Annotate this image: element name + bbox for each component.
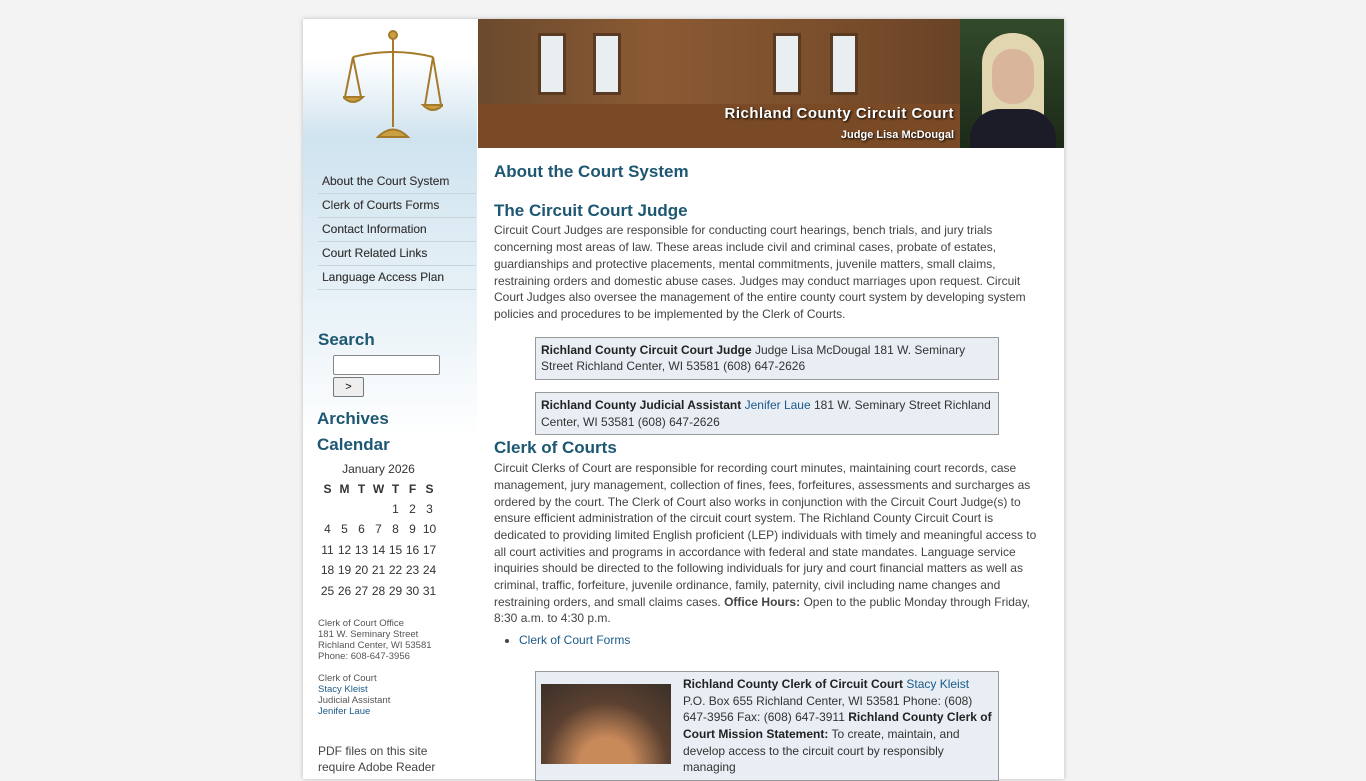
calendar-day: 11: [321, 542, 334, 557]
clerk-link[interactable]: Stacy Kleist: [906, 676, 970, 691]
box-text: Judge Lisa McDougal 181 W. Seminary Street Richland Center, WI 53581 (608) 647-2626: [541, 342, 966, 374]
judge-photo: [960, 19, 1064, 148]
calendar-day-header: S: [323, 482, 332, 496]
clerk-heading: Clerk of Courts: [494, 438, 617, 458]
calendar-day: 31: [422, 583, 437, 598]
calendar-week: [319, 560, 438, 581]
calendar-week: [319, 581, 438, 602]
calendar-day: 30: [405, 583, 420, 598]
clerk-photo: [541, 684, 671, 764]
calendar-day: 20: [354, 563, 369, 578]
calendar-day: 9: [409, 522, 416, 537]
calendar-day: [370, 499, 387, 520]
calendar-day: [353, 499, 370, 520]
hours-text: Open to the public Monday through Friday, 8:30 a.m. to 4:30 p.m.: [494, 594, 1031, 626]
calendar-day: 14: [371, 542, 386, 557]
pdf-note: PDF files on this site require Adobe Reader: [318, 744, 436, 774]
calendar-day: 28: [371, 583, 386, 598]
nav-clerk-forms[interactable]: Clerk of Courts Forms: [318, 194, 476, 218]
box-text: P.O. Box 655 Richland Center, WI 53581 Phone: (608) 647-3956 Fax: (608) 647-3911: [683, 693, 973, 725]
header-banner: [478, 19, 1064, 148]
search-submit-button[interactable]: >: [333, 377, 364, 397]
calendar-day: 16: [405, 542, 420, 557]
calendar-day: 6: [358, 522, 365, 537]
sidebar-nav: [318, 170, 476, 290]
calendar-week: [319, 499, 438, 520]
calendar-day: 29: [388, 583, 403, 598]
calendar-day: 21: [371, 563, 386, 578]
calendar-week: [319, 540, 438, 561]
calendar-day: 13: [354, 542, 369, 557]
calendar-day-header: W: [372, 482, 385, 496]
calendar: [319, 459, 438, 601]
calendar-day: 5: [341, 522, 348, 537]
assistant-link[interactable]: Jenifer Laue: [318, 706, 371, 717]
calendar-day-header: T: [357, 482, 366, 496]
search-heading: Search: [318, 330, 375, 349]
clerk-forms-link[interactable]: Clerk of Court Forms: [519, 633, 631, 648]
judge-contact-box: [535, 337, 999, 380]
judge-heading: The Circuit Court Judge: [494, 200, 688, 220]
hours-label: Office Hours:: [724, 594, 801, 609]
nav-about-court-system[interactable]: About the Court System: [318, 170, 476, 194]
clerk-label: Clerk of Court: [318, 673, 377, 684]
calendar-day-header: F: [408, 482, 417, 496]
calendar-day: 1: [392, 501, 399, 516]
clerk-description: Circuit Clerks of Court are responsible for recording court minutes, maintaining court records, case management, jury management, collection of fines, fees, forfeitures, assessments and surcharges as ordered by the court. The Clerk of Court also works in conjunction with the Circuit Court Judge(s) to ensure efficient administration of the circuit court system. The Richland County Circuit Court is dedicated to providing limited English proficient (LEP) individuals with timely and meaningful access to all court activities and programs in accordance with federal and state mandates. Language service inquiries should be directed to the following individuals for jury and court financial matters as well as criminal, traffic, forfeiture, juvenile ordinance, family, paternity, civil including name changes and restraining orders, and small claims cases.: [494, 461, 1037, 609]
office-info: [318, 618, 432, 717]
box-label: Richland County Clerk of Circuit Court: [683, 676, 904, 691]
box-label: Richland County Circuit Court Judge: [541, 342, 752, 357]
calendar-day: 26: [337, 583, 352, 598]
calendar-day: 4: [324, 522, 331, 537]
clerk-text: [494, 460, 1044, 627]
header-subtitle: Judge Lisa McDougal: [840, 129, 954, 141]
page-title: About the Court System: [494, 162, 689, 181]
calendar-day: 27: [354, 583, 369, 598]
office-name: Clerk of Court Office: [318, 618, 404, 629]
calendar-day: 15: [388, 542, 403, 557]
calendar-day: 8: [392, 522, 399, 537]
archives-link[interactable]: Archives: [317, 409, 389, 428]
assistant-label: Judicial Assistant: [318, 695, 391, 706]
mission-label: Richland County Clerk of Court Mission Statement:: [683, 710, 992, 741]
office-street: 181 W. Seminary Street: [318, 629, 419, 640]
calendar-day: 24: [422, 563, 437, 578]
calendar-day: 12: [337, 542, 352, 557]
search-input[interactable]: [333, 355, 440, 375]
office-city: Richland Center, WI 53581: [318, 640, 432, 651]
nav-court-related-links[interactable]: Court Related Links: [318, 242, 476, 266]
main-content: [494, 164, 1044, 781]
calendar-heading: Calendar: [317, 435, 390, 454]
nav-language-access-plan[interactable]: Language Access Plan: [318, 266, 476, 290]
calendar-day: [319, 499, 336, 520]
calendar-day: 22: [388, 563, 403, 578]
mission-text: To create, maintain, and develop access to the circuit court by responsibly managing: [683, 726, 960, 775]
nav-contact-information[interactable]: Contact Information: [318, 218, 476, 242]
clerk-link[interactable]: Stacy Kleist: [318, 684, 368, 695]
calendar-day: 3: [426, 501, 433, 516]
assistant-link[interactable]: Jenifer Laue: [744, 398, 811, 413]
calendar-day: 17: [422, 542, 437, 557]
box-label: Richland County Judicial Assistant: [541, 398, 742, 413]
clerk-contact-box: [535, 671, 999, 781]
scales-of-justice-logo: [343, 27, 443, 147]
judge-text: Circuit Court Judges are responsible for conducting court hearings, bench trials, and jury trials concerning most areas of law. These areas include civil and criminal cases, probate of estates, guardianships and protective placements, mental commitments, juvenile matters, small claims, restraining orders and domestic abuse cases. Judges may conduct marriages upon request. Circuit Court Judges also oversee the management of the entire county court system by developing system policies and procedures to be implemented by the Clerk of Courts.: [494, 223, 1026, 321]
calendar-month: January 2026: [342, 462, 415, 477]
page: [303, 19, 1064, 779]
calendar-day: 7: [375, 522, 382, 537]
box-text: 181 W. Seminary Street Richland Center, WI 53581 (608) 647-2626: [541, 398, 991, 429]
assistant-contact-box: [535, 392, 999, 435]
calendar-day-header: T: [391, 482, 400, 496]
calendar-day: 25: [320, 583, 335, 598]
calendar-day: 18: [320, 563, 335, 578]
office-phone: Phone: 608-647-3956: [318, 651, 410, 662]
calendar-day: 23: [405, 563, 420, 578]
header-title: Richland County Circuit Court: [724, 105, 954, 122]
calendar-day: 2: [409, 501, 416, 516]
calendar-day: [336, 499, 353, 520]
calendar-day-header: M: [339, 482, 350, 496]
calendar-week: [319, 519, 438, 540]
calendar-day: 10: [422, 522, 437, 537]
calendar-day: 19: [337, 563, 352, 578]
calendar-day-header: S: [425, 482, 434, 496]
sidebar: [303, 19, 477, 779]
